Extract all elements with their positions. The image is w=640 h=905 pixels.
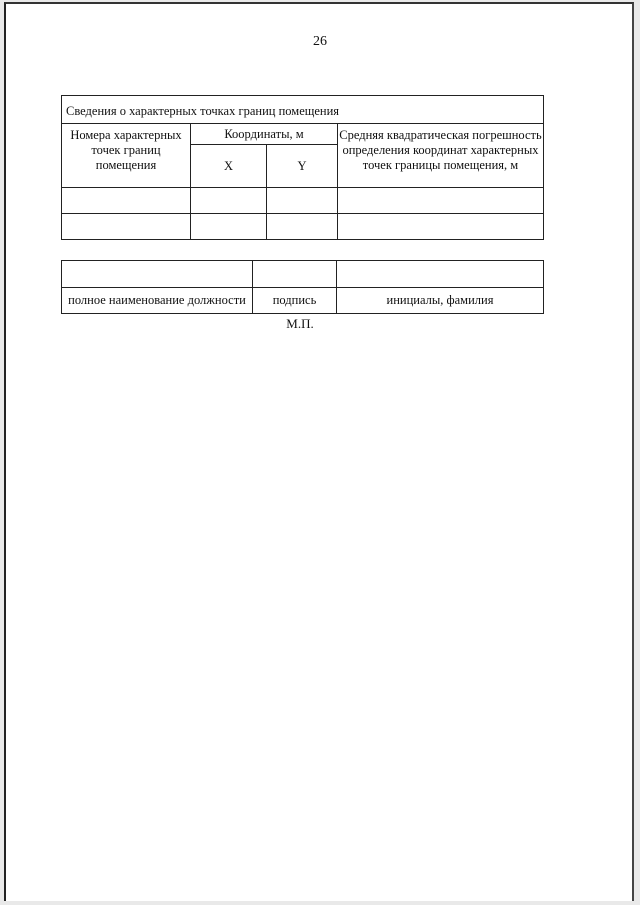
header-point-numbers: Номера характерных точек границ помещения [62,124,191,188]
table-row [62,214,544,240]
table-cell [338,188,544,214]
table-caption: Сведения о характерных точках границ помещения [62,96,544,124]
table-cell [191,214,267,240]
page-number: 26 [313,34,327,49]
signature-table [61,260,544,314]
position-blank [62,261,253,288]
signature-label: подпись [253,288,337,314]
table-cell [62,214,191,240]
table-cell [338,214,544,240]
signature-blank [253,261,337,288]
position-label: полное наименование должности [62,288,253,314]
boundary-points-table [61,95,544,240]
header-coordinates: Координаты, м [191,124,338,145]
table-cell [267,188,338,214]
stamp-placeholder: М.П. [286,316,314,331]
signature-blank-row [62,261,544,288]
name-label: инициалы, фамилия [337,288,544,314]
header-y: Y [267,145,338,188]
header-x: X [191,145,267,188]
table-cell [191,188,267,214]
table-cell [267,214,338,240]
signature-labels-row [62,288,544,314]
header-mean-square-error: Средняя квадратическая погрешность определения координат характерных точек границы помещения, м [338,124,544,188]
table-cell [62,188,191,214]
name-blank [337,261,544,288]
table-row [62,188,544,214]
